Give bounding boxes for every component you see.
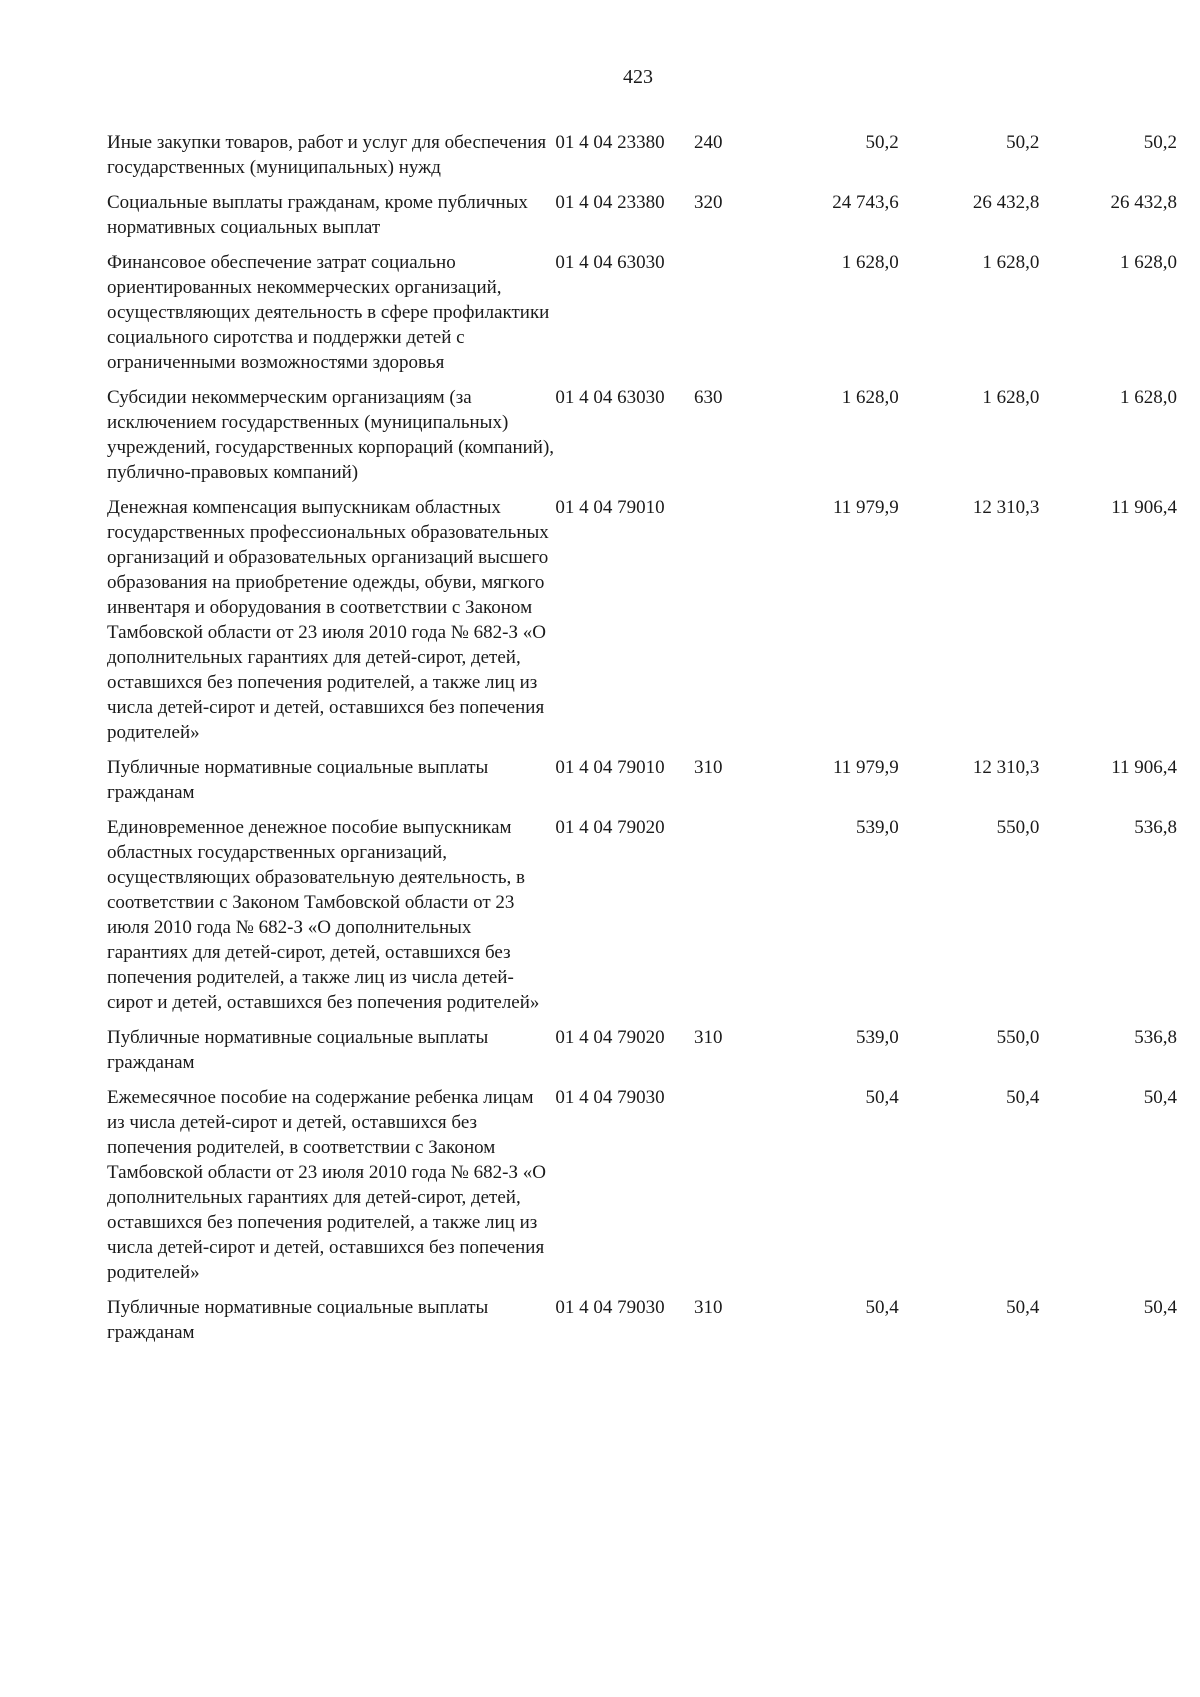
page-number: 423 <box>623 66 653 88</box>
row-value-3: 50,4 <box>1143 1297 1177 1318</box>
table-row <box>107 1295 1177 1355</box>
row-value-3: 11 906,4 <box>1111 757 1177 778</box>
row-value-3: 536,8 <box>1134 1027 1177 1048</box>
row-expense-type <box>694 1085 751 1295</box>
row-name: Публичные нормативные социальные выплаты гражданам <box>107 757 489 803</box>
row-value-1: 11 979,9 <box>832 757 899 778</box>
table-row <box>107 385 1177 495</box>
row-code: 01 4 04 23380 <box>555 192 665 213</box>
row-value-3: 11 906,4 <box>1111 497 1177 518</box>
row-code: 01 4 04 79010 <box>555 497 665 518</box>
row-code: 01 4 04 79010 <box>555 757 665 778</box>
row-name: Субсидии некоммерческим организациям (за исключением государственных (муниципальных) учреждений, государственных корпораций (компаний), публично-правовых компаний) <box>107 387 555 483</box>
row-value-3: 26 432,8 <box>1110 192 1177 213</box>
row-value-3: 1 628,0 <box>1120 387 1177 408</box>
row-value-2: 50,4 <box>1006 1297 1040 1318</box>
row-value-1: 50,4 <box>865 1087 899 1108</box>
row-value-3: 50,4 <box>1143 1087 1177 1108</box>
row-expense-type: 320 <box>693 192 723 213</box>
row-code: 01 4 04 79030 <box>555 1087 665 1108</box>
row-value-2: 26 432,8 <box>972 192 1040 213</box>
row-name: Иные закупки товаров, работ и услуг для обеспечения государственных (муниципальных) нужд <box>107 132 547 178</box>
row-value-1: 539,0 <box>856 1027 899 1048</box>
row-value-2: 550,0 <box>996 817 1040 838</box>
row-value-3: 1 628,0 <box>1120 252 1177 273</box>
row-name: Публичные нормативные социальные выплаты гражданам <box>107 1297 489 1343</box>
row-expense-type <box>694 495 751 755</box>
row-code: 01 4 04 23380 <box>555 132 665 153</box>
budget-table-body <box>107 130 1177 1355</box>
row-value-1: 539,0 <box>856 817 899 838</box>
table-row <box>107 815 1177 1025</box>
row-value-1: 50,2 <box>865 132 899 153</box>
row-value-3: 50,2 <box>1143 132 1177 153</box>
row-name: Ежемесячное пособие на содержание ребенка лицам из числа детей-сирот и детей, оставшихся без попечения родителей, в соответствии с Законом Тамбовской области от 23 июля 2010 года № 682-З «О дополнительных гарантиях для детей-сирот, детей, оставшихся без попечения родителей, а также лиц из числа детей-сирот и детей, оставшихся без попечения родителей» <box>107 1087 546 1283</box>
row-name: Единовременное денежное пособие выпускникам областных государственных организаций, осуществляющих образовательную деятельность, в соответствии с Законом Тамбовской области от 23 июля 2010 года № 682-З «О дополнительных гарантиях для детей-сирот, детей, оставшихся без попечения родителей, а также лиц из числа детей-сирот и детей, оставшихся без попечения родителей» <box>107 817 540 1013</box>
table-row <box>107 495 1177 755</box>
table-row <box>107 250 1177 385</box>
row-value-2: 1 628,0 <box>982 387 1040 408</box>
row-value-1: 11 979,9 <box>832 497 899 518</box>
row-value-1: 24 743,6 <box>832 192 899 213</box>
row-name: Денежная компенсация выпускникам областных государственных профессиональных образовательных организаций и образовательных организаций высшего образования на приобретение одежды, обуви, мягкого инвентаря и оборудования в соответствии с Законом Тамбовской области от 23 июля 2010 года № 682-З «О дополнительных гарантиях для детей-сирот, детей, оставшихся без попечения родителей, а также лиц из числа детей-сирот и детей, оставшихся без попечения родителей» <box>107 497 549 743</box>
table-row <box>107 1025 1177 1085</box>
row-value-3: 536,8 <box>1134 817 1177 838</box>
table-row <box>107 1085 1177 1295</box>
row-value-2: 12 310,3 <box>972 757 1040 778</box>
row-name: Финансовое обеспечение затрат социально ориентированных некоммерческих организаций, осуществляющих деятельность в сфере профилактики социального сиротства и поддержки детей с ограниченными возможностями здоровья <box>107 252 550 373</box>
row-value-2: 50,2 <box>1006 132 1040 153</box>
table-row <box>107 190 1177 250</box>
row-expense-type <box>694 815 751 1025</box>
row-value-2: 12 310,3 <box>972 497 1040 518</box>
row-code: 01 4 04 63030 <box>555 387 665 408</box>
row-value-2: 50,4 <box>1006 1087 1040 1108</box>
row-code: 01 4 04 63030 <box>555 252 665 273</box>
row-value-2: 550,0 <box>996 1027 1040 1048</box>
row-value-1: 1 628,0 <box>841 387 899 408</box>
row-value-2: 1 628,0 <box>982 252 1040 273</box>
row-code: 01 4 04 79020 <box>555 1027 665 1048</box>
row-expense-type: 630 <box>693 387 723 408</box>
row-name: Публичные нормативные социальные выплаты гражданам <box>107 1027 489 1073</box>
row-name: Социальные выплаты гражданам, кроме публичных нормативных социальных выплат <box>107 192 528 238</box>
row-expense-type <box>694 250 751 385</box>
row-expense-type: 310 <box>693 1027 723 1048</box>
budget-table <box>107 130 1177 1355</box>
row-expense-type: 310 <box>693 757 723 778</box>
table-row <box>107 755 1177 815</box>
row-code: 01 4 04 79030 <box>555 1297 665 1318</box>
row-value-1: 50,4 <box>865 1297 899 1318</box>
row-expense-type: 310 <box>693 1297 723 1318</box>
table-row <box>107 130 1177 190</box>
row-value-1: 1 628,0 <box>841 252 899 273</box>
row-code: 01 4 04 79020 <box>555 817 665 838</box>
row-expense-type: 240 <box>693 132 723 153</box>
